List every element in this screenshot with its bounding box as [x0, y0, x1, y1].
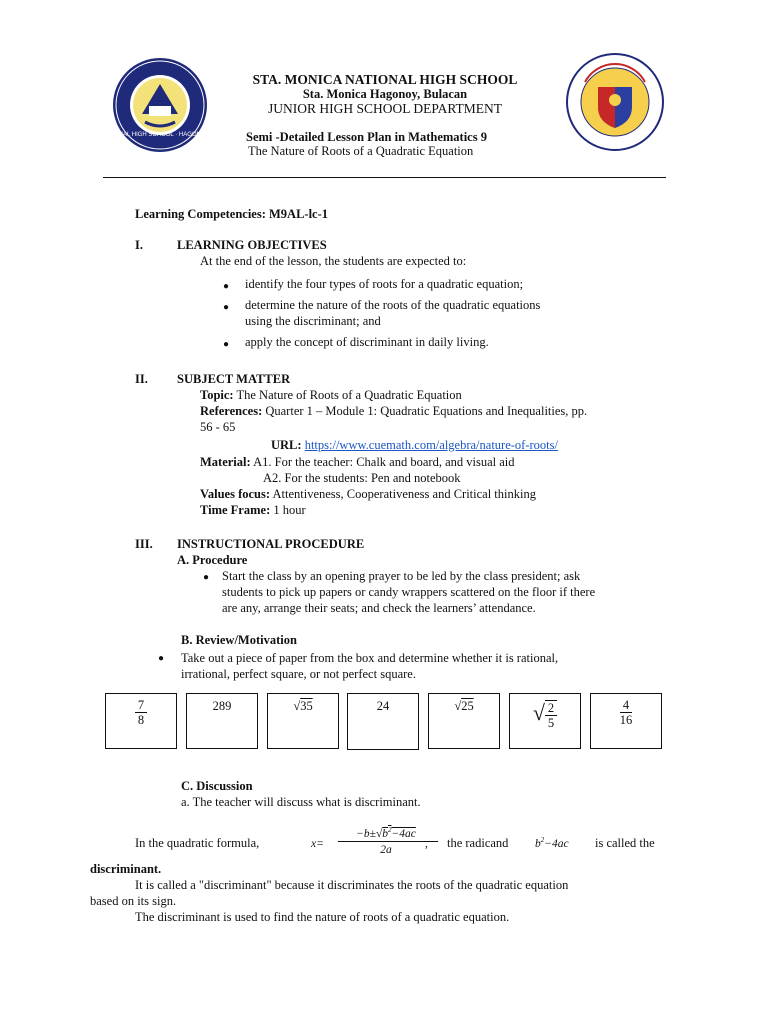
department: JUNIOR HIGH SCHOOL DEPARTMENT — [267, 101, 503, 116]
deped-seal-logo — [565, 52, 665, 152]
learning-competencies: Learning Competencies: M9AL-lc-1 — [135, 207, 329, 221]
formula-after: the radicand — [447, 836, 509, 850]
number-card — [509, 693, 581, 749]
lesson-title: The Nature of Roots of a Quadratic Equation — [248, 144, 474, 158]
objective-item-continued: using the discriminant; and — [245, 314, 381, 328]
section3-numeral: III. — [135, 537, 153, 551]
discussion-item-a: a. The teacher will discuss what is discriminant. — [181, 795, 421, 809]
bullet-dot-icon: ● — [203, 572, 210, 583]
bullet-dot-icon: ● — [158, 653, 165, 664]
card-value — [268, 699, 338, 714]
discriminant-explanation-continued: based on its sign. — [90, 894, 177, 908]
school-address: Sta. Monica Hagonoy, Bulacan — [302, 87, 468, 101]
discriminant-explanation: It is called a "discriminant" because it discriminates the roots of the quadratic equation — [135, 878, 569, 892]
radicand-expression: $b^2-4ac$ — [535, 836, 569, 850]
card-numerator: 7 — [135, 698, 147, 713]
card-value — [429, 699, 499, 714]
number-card — [347, 693, 419, 750]
bullet-dot-icon: ● — [223, 302, 230, 313]
section2-heading: SUBJECT MATTER — [177, 372, 291, 386]
topic-label: Topic: — [200, 388, 234, 402]
section2-numeral: II. — [135, 372, 148, 386]
references-value: Quarter 1 – Module 1: Quadratic Equations and Inequalities, pp. — [265, 404, 588, 418]
time-label: Time Frame: — [200, 503, 271, 517]
procedure-line: Start the class by an opening prayer to be led by the class president; ask — [222, 569, 581, 583]
card-numerator: 4 — [620, 698, 632, 713]
number-card — [428, 693, 500, 749]
topic-line — [200, 388, 462, 403]
section3-heading: INSTRUCTIONAL PROCEDURE — [177, 537, 365, 551]
number-card — [590, 693, 662, 749]
bullet-dot-icon: ● — [223, 281, 230, 292]
sqrt-icon: √ — [293, 699, 301, 713]
review-line: irrational, perfect square, or not perfect square. — [181, 667, 416, 681]
url-label: URL: — [271, 438, 302, 452]
school-name: STA. MONICA NATIONAL HIGH SCHOOL — [252, 72, 518, 87]
objective-item: apply the concept of discriminant in daily living. — [245, 335, 489, 349]
review-line: Take out a piece of paper from the box and determine whether it is rational, — [181, 651, 559, 665]
card-denominator: 8 — [137, 713, 145, 727]
seal-year: STA. MONICA NATIONAL HIGH SCHOOL · HAGONOY, BULACAN · 1992 — [60, 132, 260, 138]
material-line — [200, 455, 515, 470]
references-label: References: — [200, 404, 263, 418]
values-line — [200, 487, 536, 502]
card-radicand: 25 — [461, 699, 474, 713]
material-a1: A1. For the teacher: Chalk and board, and visual aid — [253, 455, 515, 469]
procedure-line: are any, arrange their seats; and check the learners’ attendance. — [222, 601, 536, 615]
topic-value: The Nature of Roots of a Quadratic Equation — [236, 388, 462, 402]
formula-intro: In the quadratic formula, — [135, 836, 260, 850]
discussion-heading: C. Discussion — [181, 779, 253, 793]
sqrt-icon: √ — [375, 827, 383, 840]
sqrt-icon: √ — [532, 700, 545, 725]
discriminant-term: discriminant. — [90, 862, 162, 876]
number-card — [186, 693, 258, 749]
time-line — [200, 503, 306, 518]
plan-title: Semi -Detailed Lesson Plan in Mathematics 9 — [246, 130, 487, 144]
sqrt-icon: √ — [454, 699, 462, 713]
objective-item: identify the four types of roots for a quadratic equation; — [245, 277, 524, 291]
review-heading: B. Review/Motivation — [181, 633, 297, 647]
formula-end: is called the — [595, 836, 655, 850]
values-value: Attentiveness, Cooperativeness and Critical thinking — [272, 487, 536, 501]
values-label: Values focus: — [200, 487, 271, 501]
card-value: 289 — [212, 699, 232, 713]
section1-heading: LEARNING OBJECTIVES — [177, 238, 327, 252]
reference-url-link[interactable]: https://www.cuemath.com/algebra/nature-of-roots/ — [304, 438, 558, 452]
material-label: Material: — [200, 455, 251, 469]
material-a2: A2. For the students: Pen and notebook — [263, 471, 461, 485]
references-pages: 56 - 65 — [200, 420, 236, 434]
card-radicand: 35 — [300, 699, 313, 713]
number-card — [267, 693, 339, 749]
header-divider — [103, 177, 666, 178]
card-denominator: 16 — [619, 713, 633, 727]
objective-item: determine the nature of the roots of the quadratic equations — [245, 298, 541, 312]
school-seal-logo — [60, 56, 260, 154]
discriminant-usage: The discriminant is used to find the nature of roots of a quadratic equation. — [135, 910, 510, 924]
references-line — [200, 404, 587, 419]
section1-intro: At the end of the lesson, the students are expected to: — [200, 254, 467, 268]
procedure-heading: A. Procedure — [177, 553, 248, 567]
url-line — [271, 438, 558, 453]
card-numerator: 2 — [545, 701, 557, 716]
bullet-dot-icon: ● — [223, 339, 230, 350]
card-denominator: 5 — [547, 716, 555, 730]
section1-numeral: I. — [135, 238, 143, 252]
time-value: 1 hour — [273, 503, 306, 517]
procedure-line: students to pick up papers or candy wrappers scattered on the floor if there — [222, 585, 596, 599]
number-card — [105, 693, 177, 749]
card-value: 24 — [376, 699, 390, 713]
